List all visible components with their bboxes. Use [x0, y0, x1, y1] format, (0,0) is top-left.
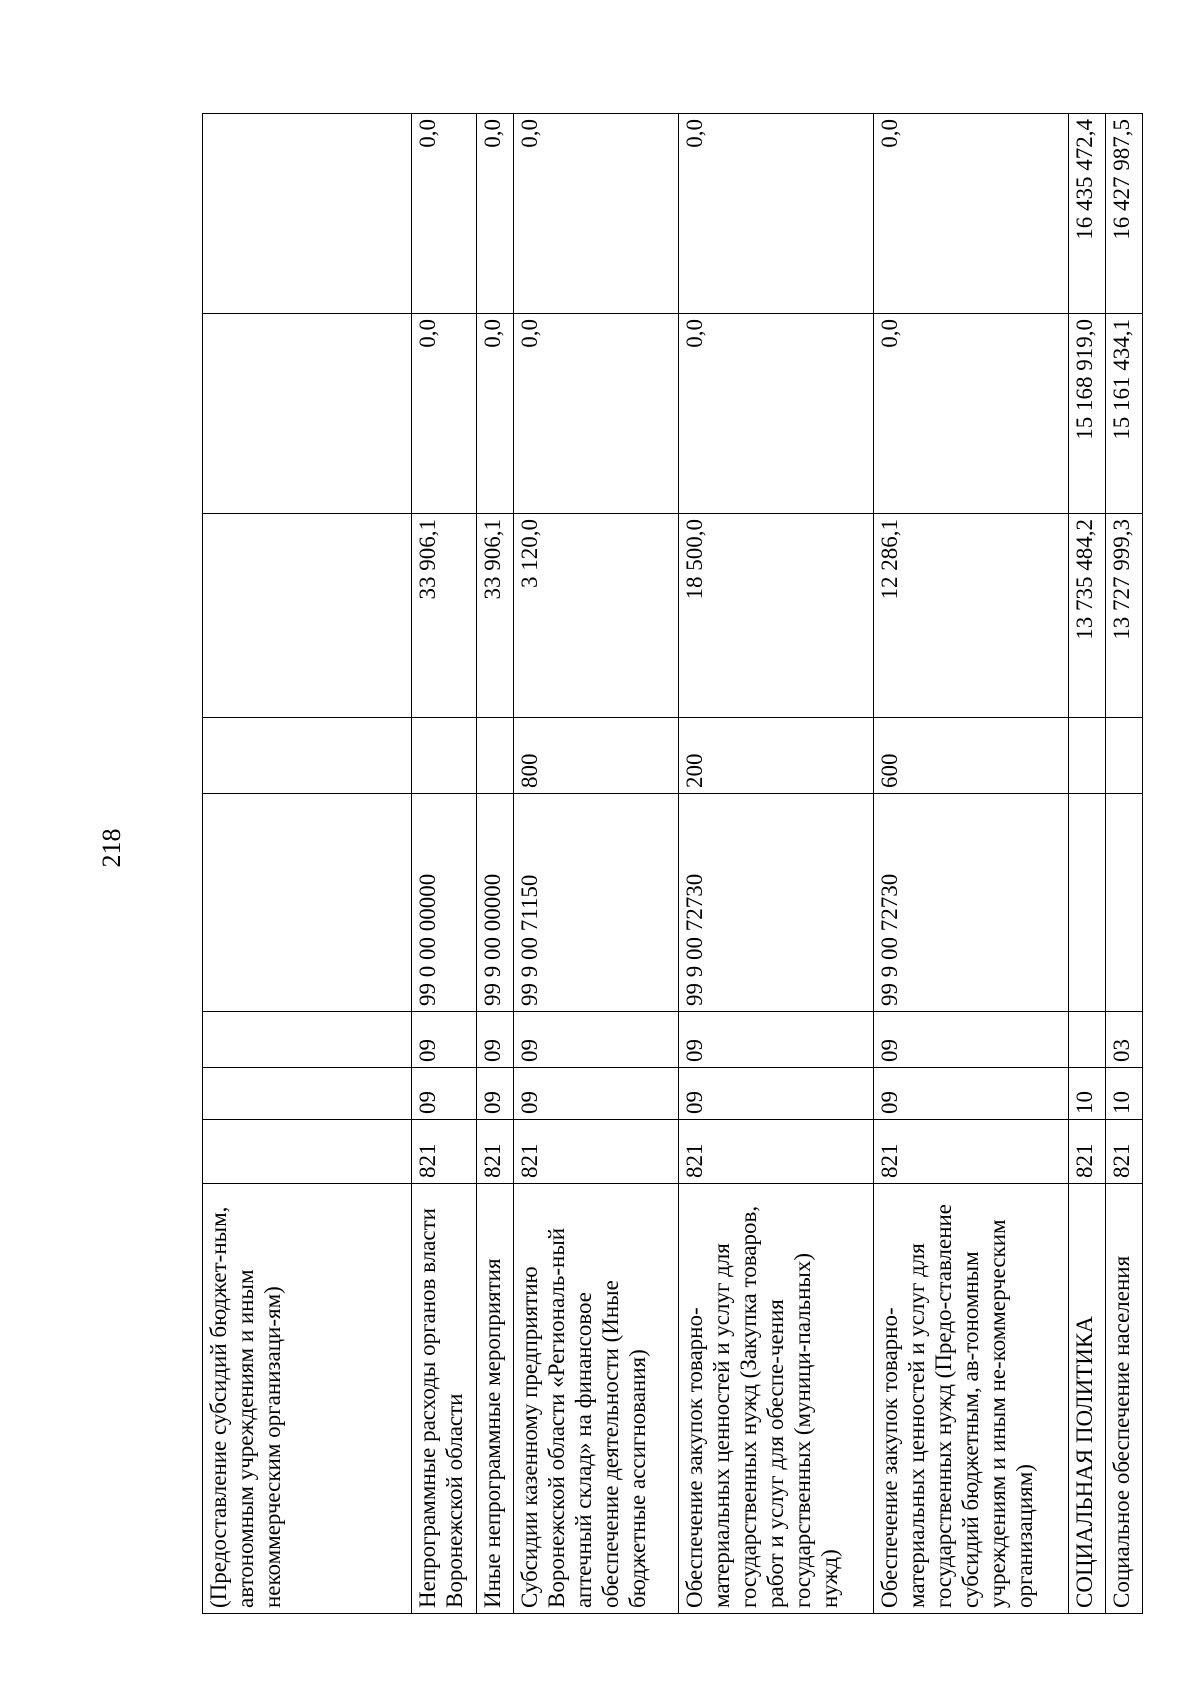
- cell-vr: 200: [679, 718, 874, 794]
- cell-year2: 15 168 919,0: [1069, 314, 1106, 514]
- cell-name: Субсидии казенному предприятию Воронежской области «Региональ-ный аптечный склад» на финансовое обеспечение деятельности (Иные бюджетные ассигнования): [514, 1184, 679, 1614]
- cell-year1: 33 906,1: [477, 514, 514, 718]
- cell-year3: 16 427 987,5: [1106, 114, 1143, 314]
- cell-rz: 10: [1106, 1068, 1143, 1120]
- cell-year2: 0,0: [679, 314, 874, 514]
- cell-rz: 09: [514, 1068, 679, 1120]
- cell-year2: [203, 314, 412, 514]
- table-row: [1106, 114, 1143, 1614]
- cell-name: Обеспечение закупок товарно-материальных ценностей и услуг для государственных нужд (Предо-ставление субсидий бюджетным, ав-тономным учреждениям и иным не-коммерческим организациям): [874, 1184, 1069, 1614]
- cell-grbs: 821: [412, 1120, 477, 1184]
- cell-vr: [477, 718, 514, 794]
- cell-name: Иные непрограммные мероприятия: [477, 1184, 514, 1614]
- cell-year1: [203, 514, 412, 718]
- cell-grbs: 821: [874, 1120, 1069, 1184]
- cell-name: Непрограммные расходы органов власти Воронежской области: [412, 1184, 477, 1614]
- cell-pr: 09: [874, 1012, 1069, 1068]
- cell-year2: 0,0: [874, 314, 1069, 514]
- cell-year3: [203, 114, 412, 314]
- cell-year1: 18 500,0: [679, 514, 874, 718]
- cell-year1: 13 727 999,3: [1106, 514, 1143, 718]
- cell-year2: 0,0: [514, 314, 679, 514]
- table-wrapper: [202, 114, 1134, 1614]
- cell-pr: 09: [679, 1012, 874, 1068]
- cell-vr: [1106, 718, 1143, 794]
- cell-grbs: 821: [1069, 1120, 1106, 1184]
- cell-csr: [1069, 794, 1106, 1012]
- page-number: 218: [97, 828, 126, 868]
- cell-grbs: 821: [1106, 1120, 1143, 1184]
- cell-year2: 0,0: [412, 314, 477, 514]
- cell-vr: [412, 718, 477, 794]
- cell-csr: 99 9 00 00000: [477, 794, 514, 1012]
- table-row: [477, 114, 514, 1614]
- budget-table: [202, 113, 1143, 1614]
- rotated-table: [202, 114, 1134, 1614]
- cell-pr: [203, 1012, 412, 1068]
- cell-pr: 09: [412, 1012, 477, 1068]
- cell-vr: 800: [514, 718, 679, 794]
- cell-name: (Предоставление субсидий бюджет-ным, автономным учреждениям и иным некоммерческим организаци-ям): [203, 1184, 412, 1614]
- cell-grbs: 821: [679, 1120, 874, 1184]
- cell-grbs: 821: [514, 1120, 679, 1184]
- table-row: [412, 114, 477, 1614]
- table-row: [1069, 114, 1106, 1614]
- cell-name: СОЦИАЛЬНАЯ ПОЛИТИКА: [1069, 1184, 1106, 1614]
- cell-csr: 99 9 00 72730: [874, 794, 1069, 1012]
- cell-pr: 09: [477, 1012, 514, 1068]
- cell-rz: [203, 1068, 412, 1120]
- cell-pr: [1069, 1012, 1106, 1068]
- table-row: [679, 114, 874, 1614]
- cell-rz: 09: [412, 1068, 477, 1120]
- cell-year3: 0,0: [874, 114, 1069, 314]
- cell-year2: 15 161 434,1: [1106, 314, 1143, 514]
- cell-rz: 10: [1069, 1068, 1106, 1120]
- table-row: [874, 114, 1069, 1614]
- cell-rz: 09: [874, 1068, 1069, 1120]
- cell-grbs: [203, 1120, 412, 1184]
- table-row: [514, 114, 679, 1614]
- cell-csr: [1106, 794, 1143, 1012]
- cell-pr: 09: [514, 1012, 679, 1068]
- cell-grbs: 821: [477, 1120, 514, 1184]
- cell-year1: 3 120,0: [514, 514, 679, 718]
- cell-year1: 12 286,1: [874, 514, 1069, 718]
- cell-year2: 0,0: [477, 314, 514, 514]
- cell-year3: 0,0: [679, 114, 874, 314]
- cell-rz: 09: [679, 1068, 874, 1120]
- cell-year1: 33 906,1: [412, 514, 477, 718]
- cell-year3: 0,0: [514, 114, 679, 314]
- cell-vr: [1069, 718, 1106, 794]
- cell-rz: 09: [477, 1068, 514, 1120]
- cell-name: Обеспечение закупок товарно-материальных ценностей и услуг для государственных нужд (Закупка товаров, работ и услуг для обеспе-чения государственных (муници-пальных) нужд): [679, 1184, 874, 1614]
- cell-year3: 0,0: [412, 114, 477, 314]
- cell-csr: [203, 794, 412, 1012]
- cell-name: Социальное обеспечение населения: [1106, 1184, 1143, 1614]
- cell-vr: [203, 718, 412, 794]
- cell-vr: 600: [874, 718, 1069, 794]
- cell-year3: 16 435 472,4: [1069, 114, 1106, 314]
- cell-year1: 13 735 484,2: [1069, 514, 1106, 718]
- cell-csr: 99 9 00 71150: [514, 794, 679, 1012]
- cell-year3: 0,0: [477, 114, 514, 314]
- table-row: [203, 114, 412, 1614]
- cell-csr: 99 0 00 00000: [412, 794, 477, 1012]
- cell-pr: 03: [1106, 1012, 1143, 1068]
- cell-csr: 99 9 00 72730: [679, 794, 874, 1012]
